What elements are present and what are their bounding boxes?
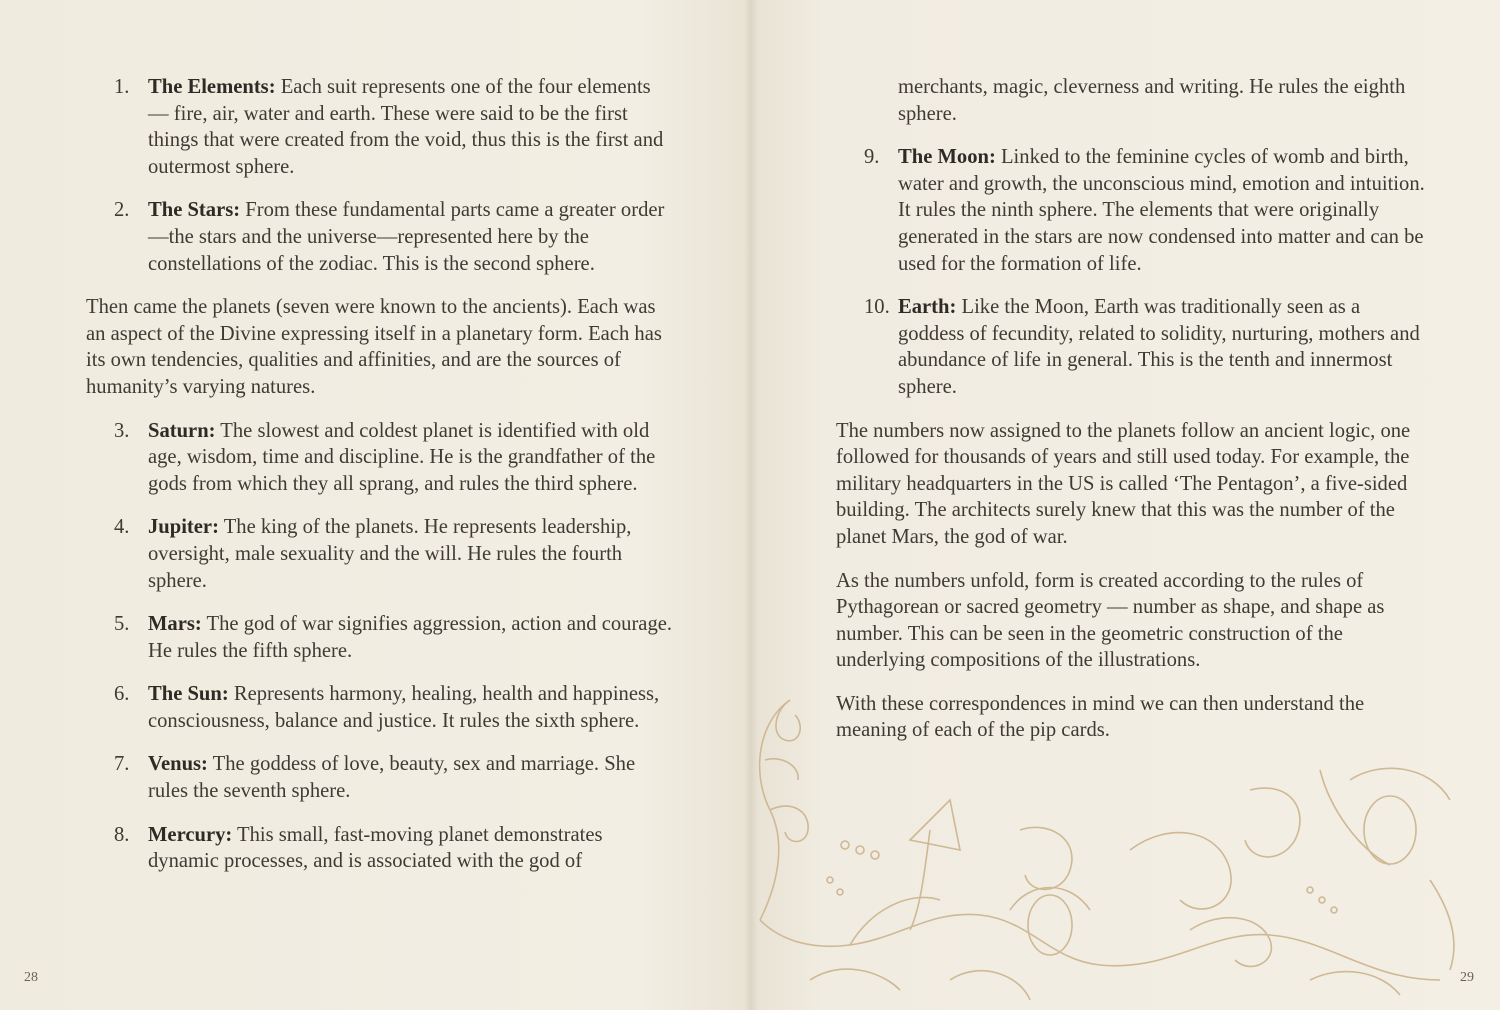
- list-number: 1.: [114, 76, 130, 98]
- list-item-text: The slowest and coldest planet is identified with old age, wisdom, time and discipline. He is the grandfather of the gods from which they all sprang, and rules the third sphere.: [148, 419, 656, 495]
- list-item-text: Each suit represents one of the four elements — fire, air, water and earth. These were said to be the first things that were created from the void, thus this is the first and outermost sphere.: [148, 76, 664, 178]
- list-item-title: Earth:: [898, 296, 957, 319]
- list-item: [836, 294, 1426, 400]
- list-item-title: The Stars:: [148, 199, 241, 222]
- list-item: [86, 822, 676, 875]
- body-paragraph: With these correspondences in mind we can then understand the meaning of each of the pip cards.: [836, 692, 1365, 742]
- list-item-text: Like the Moon, Earth was traditionally seen as a goddess of fecundity, related to solidity, nurturing, mothers and abundance of life in general. This is the tenth and innermost sphere.: [898, 296, 1420, 398]
- page-number: 29: [1460, 970, 1474, 985]
- list-item-text: From these fundamental parts came a greater order—the stars and the universe—represented here by the constellations of the zodiac. This is the second sphere.: [148, 199, 665, 275]
- list-item-title: Mercury:: [148, 823, 233, 846]
- list-number: 7.: [114, 753, 130, 776]
- list-item-title: Saturn:: [148, 419, 216, 442]
- continued-list-text: merchants, magic, cleverness and writing. He rules the eighth sphere.: [898, 76, 1406, 125]
- body-paragraph: As the numbers unfold, form is created according to the rules of Pythagorean or sacred geometry — number as shape, and shape as number. This can be seen in the geometric construction of the underlying compositions of the illustrations.: [836, 569, 1385, 672]
- body-paragraph: Then came the planets (seven were known to the ancients). Each was an aspect of the Divine expressing itself in a planetary form. Each has its own tendencies, qualities and affinities, and are the sources of humanity’s varying natures.: [86, 296, 662, 398]
- list-item: [86, 514, 676, 594]
- list-item: [86, 74, 676, 180]
- list-item-title: The Sun:: [148, 683, 229, 706]
- list-item-title: Jupiter:: [148, 516, 219, 539]
- list-number: 5.: [114, 613, 130, 636]
- right-page: [750, 0, 1500, 1010]
- body-paragraph: The numbers now assigned to the planets follow an ancient logic, one followed for thousands of years and still used today. For example, the military headquarters in the US is called ‘The Pentagon’, a five-sided building. The architects surely knew that this was the number of the planet Mars, the god of war.: [836, 419, 1411, 548]
- page-number: 28: [24, 970, 38, 985]
- list-item: [86, 611, 676, 664]
- list-item-text: This small, fast-moving planet demonstrates dynamic processes, and is associated with the god of: [148, 823, 603, 873]
- list-number: 9.: [864, 146, 880, 169]
- list-item-text: Represents harmony, healing, health and happiness, consciousness, balance and justice. It rules the sixth sphere.: [148, 683, 660, 732]
- list-item-text: The goddess of love, beauty, sex and marriage. She rules the seventh sphere.: [148, 753, 636, 803]
- list-item: [86, 418, 676, 498]
- list-item-title: Mars:: [148, 613, 202, 636]
- list-item-text: The god of war signifies aggression, action and courage. He rules the fifth sphere.: [148, 613, 673, 662]
- list-item-text: Linked to the feminine cycles of womb and birth, water and growth, the unconscious mind, emotion and intuition. It rules the ninth sphere. The elements that were originally generated in the stars are now condensed into matter and can be used for the formation of life.: [898, 146, 1425, 275]
- left-page-content: [86, 74, 676, 892]
- list-number: 8.: [114, 823, 130, 846]
- list-item-title: Venus:: [148, 753, 208, 776]
- list-item-text: The king of the planets. He represents leadership, oversight, male sexuality and the will. He rules the fourth sphere.: [148, 516, 632, 592]
- list-item: [86, 197, 676, 277]
- list-number: 10.: [864, 296, 890, 319]
- list-item: [86, 681, 676, 734]
- list-item-title: The Moon:: [898, 146, 996, 169]
- list-number: 3.: [114, 419, 130, 442]
- list-item-title: The Elements:: [148, 76, 276, 98]
- list-number: 6.: [114, 683, 130, 706]
- list-item: [836, 144, 1426, 277]
- list-item: [86, 751, 676, 804]
- list-number: 4.: [114, 516, 130, 539]
- right-page-content: [836, 74, 1426, 761]
- list-number: 2.: [114, 199, 130, 222]
